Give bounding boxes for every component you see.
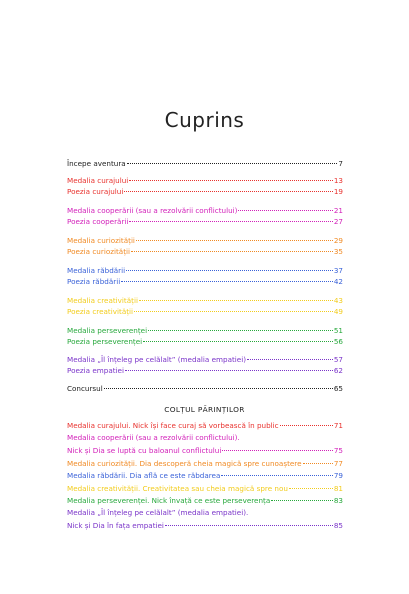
parents-entry-label: Medalia creativității. Creativitatea sau cheia magică spre nou xyxy=(67,484,288,493)
toc-entry-page-number: 19 xyxy=(333,187,343,196)
dot-leader xyxy=(271,500,333,501)
dot-leader xyxy=(238,210,332,211)
parents-entry-page-number: 81 xyxy=(333,484,343,493)
dot-leader xyxy=(280,425,333,426)
dot-leader xyxy=(148,330,333,331)
parents-entry xyxy=(67,508,343,517)
toc-entry-page-number: 51 xyxy=(333,326,343,335)
parents-entry-label: Medalia perseverenței. Nick învață ce este perseverența xyxy=(67,496,271,505)
dot-leader xyxy=(139,300,333,301)
toc-entry-label: Concursul xyxy=(67,384,103,393)
toc-entry-label: Poezia perseverenței xyxy=(67,337,143,346)
toc-entry-label: Medalia răbdării xyxy=(67,266,126,275)
toc-entry xyxy=(67,159,343,168)
toc-entry xyxy=(67,176,343,185)
toc-entry-label: Medalia curiozității xyxy=(67,236,135,245)
toc-entry-label: Poezia cooperării xyxy=(67,217,129,226)
toc-entry-page-number: 21 xyxy=(333,206,343,215)
dot-leader xyxy=(127,163,338,164)
toc-entry-label: Medalia „Îl înțeleg pe celălalt” (medalia empatiei) xyxy=(67,355,247,364)
parents-entry-label: Medalia „Îl înțeleg pe celălalt” (medalia empatiei). xyxy=(67,508,249,517)
toc-entry-label: Poezia răbdării xyxy=(67,277,121,286)
parents-entry-label: Medalia curiozității. Dia descoperă cheia magică spre cunoaștere xyxy=(67,459,302,468)
toc-entry xyxy=(67,217,343,226)
parents-entry-page-number: 85 xyxy=(333,521,343,530)
parents-entry-page-number: 77 xyxy=(333,459,343,468)
parents-entry-label: Nick și Dia în fața empatiei xyxy=(67,521,164,530)
dot-leader xyxy=(136,240,333,241)
toc-entry-page-number: 62 xyxy=(333,366,343,375)
parents-section-heading: COLȚUL PĂRINȚILOR xyxy=(164,405,245,414)
toc-entry-label: Poezia creativității xyxy=(67,307,134,316)
dot-leader xyxy=(247,359,333,360)
dot-leader xyxy=(124,191,333,192)
toc-entry xyxy=(67,206,343,215)
dot-leader xyxy=(126,270,333,271)
toc-entry xyxy=(67,266,343,275)
toc-entry-page-number: 7 xyxy=(338,159,343,168)
toc-entry-page-number: 29 xyxy=(333,236,343,245)
toc-entry-label: Poezia empatiei xyxy=(67,366,124,375)
dot-leader xyxy=(104,388,333,389)
toc-entry xyxy=(67,337,343,346)
parents-entry-page-number: 71 xyxy=(333,421,343,430)
toc-entry-page-number: 13 xyxy=(333,176,343,185)
parents-entry xyxy=(67,521,343,530)
dot-leader xyxy=(222,450,332,451)
parents-entry xyxy=(67,459,343,468)
toc-entry-page-number: 49 xyxy=(333,307,343,316)
parents-entry-label: Medalia cooperării (sau a rezolvării conflictului). xyxy=(67,433,240,442)
dot-leader xyxy=(131,251,333,252)
parents-entry-label: Medalia răbdării. Dia află ce este răbdarea xyxy=(67,471,221,480)
dot-leader xyxy=(165,525,333,526)
toc-entry-label: Medalia creativității xyxy=(67,296,138,305)
parents-entry xyxy=(67,433,343,442)
dot-leader xyxy=(121,281,333,282)
toc-entry-page-number: 37 xyxy=(333,266,343,275)
toc-entry-page-number: 35 xyxy=(333,247,343,256)
dot-leader xyxy=(129,180,333,181)
toc-entry-page-number: 57 xyxy=(333,355,343,364)
toc-entry xyxy=(67,187,343,196)
toc-entry-page-number: 42 xyxy=(333,277,343,286)
parents-entry-label: Nick și Dia se luptă cu baloanul conflictului xyxy=(67,446,222,455)
toc-entry xyxy=(67,326,343,335)
parents-entry xyxy=(67,421,343,430)
page-title: Cuprins xyxy=(164,108,245,132)
toc-entry xyxy=(67,277,343,286)
toc-entry xyxy=(67,366,343,375)
parents-entry-label: Medalia curajului. Nick își face curaj să vorbească în public xyxy=(67,421,279,430)
toc-entry-label: Începe aventura xyxy=(67,159,126,168)
toc-entry xyxy=(67,355,343,364)
toc-entry-label: Medalia cooperării (sau a rezolvării conflictului) xyxy=(67,206,238,215)
toc-entry-page-number: 65 xyxy=(333,384,343,393)
dot-leader xyxy=(134,311,333,312)
toc-entry-label: Medalia perseverenței xyxy=(67,326,148,335)
parents-entry-page-number: 83 xyxy=(333,496,343,505)
dot-leader xyxy=(129,221,332,222)
toc-entry-label: Poezia curiozității xyxy=(67,247,131,256)
dot-leader xyxy=(125,370,333,371)
toc-entry xyxy=(67,384,343,393)
parents-entry xyxy=(67,471,343,480)
toc-entry-label: Poezia curajului xyxy=(67,187,124,196)
toc-entry-page-number: 43 xyxy=(333,296,343,305)
toc-entry xyxy=(67,296,343,305)
dot-leader xyxy=(303,463,333,464)
parents-entry xyxy=(67,496,343,505)
parents-entry-page-number: 79 xyxy=(333,471,343,480)
toc-entry-label: Medalia curajului xyxy=(67,176,129,185)
toc-entry-page-number: 56 xyxy=(333,337,343,346)
toc-entry xyxy=(67,236,343,245)
toc-entry-page-number: 27 xyxy=(333,217,343,226)
parents-entry xyxy=(67,446,343,455)
parents-entry-page-number: 75 xyxy=(333,446,343,455)
dot-leader xyxy=(221,475,332,476)
dot-leader xyxy=(289,488,333,489)
toc-entry xyxy=(67,307,343,316)
dot-leader xyxy=(143,341,333,342)
toc-entry xyxy=(67,247,343,256)
parents-entry xyxy=(67,484,343,493)
